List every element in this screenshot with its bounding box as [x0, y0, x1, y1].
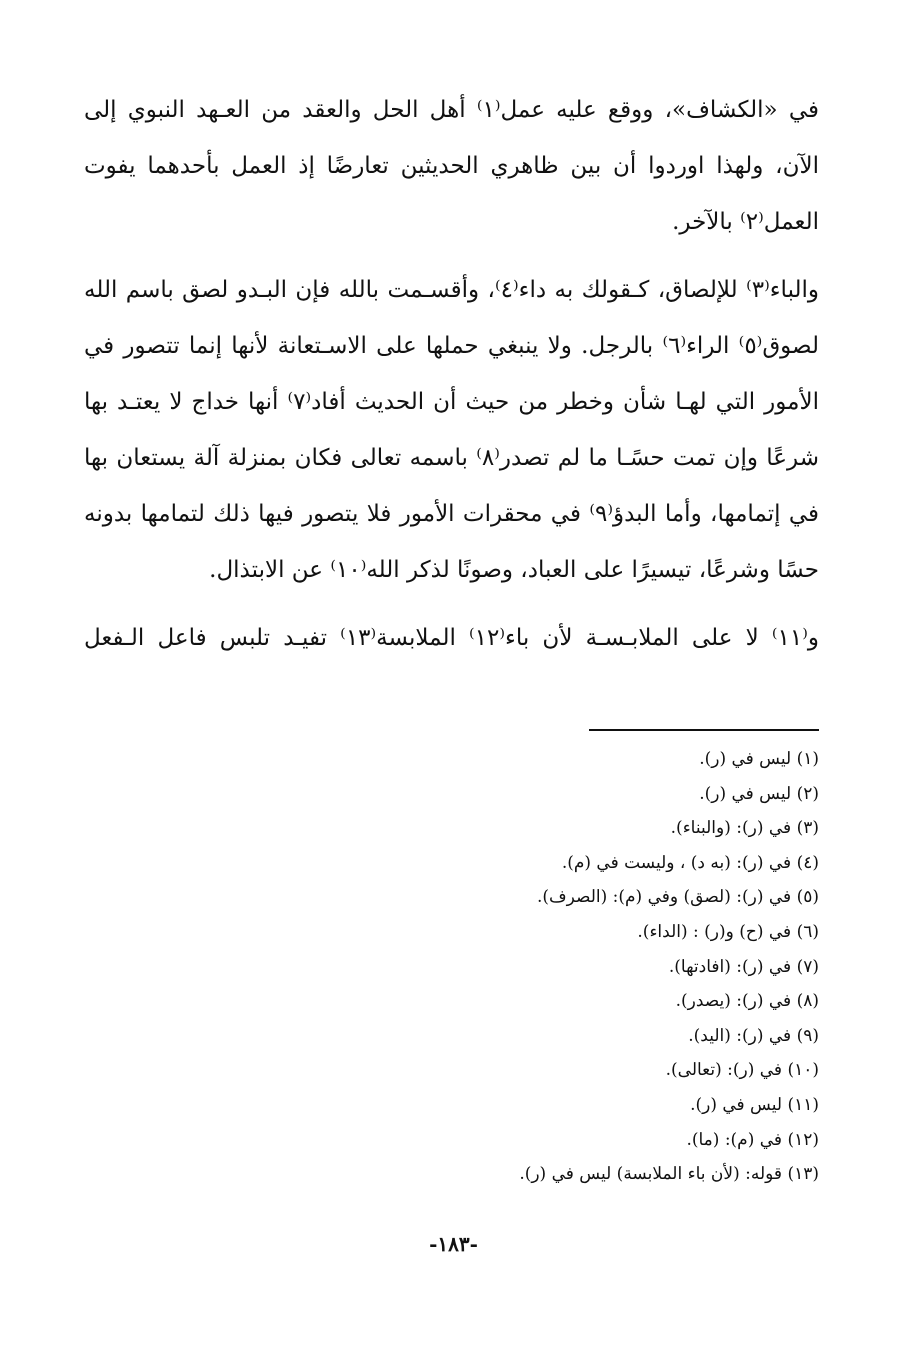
footnote-2: (٢) ليس في (ر). [699, 783, 819, 804]
footnote-13: (١٣) قوله: (لأن باء الملابسة) ليس في (ر). [519, 1164, 819, 1185]
footnote-6: (٦) في (ح) و(ر) : (الداء). [637, 921, 819, 942]
footnote-5: (٥) في (ر): (لصق) وفي (م): (الصرف). [536, 887, 819, 908]
paragraph-1: في «الكشاف»، ووقع عليه عمل⁽١⁾ أهل الحل والعقد من العـهد النبوي إلى الآن، ولهذا اوردوا أن بين ظاهري الحديثين تعارضًا إذ العمل بأحدهما يفوت العمل⁽٢⁾ بالآخر. [84, 97, 819, 235]
paragraph-3: و⁽١١⁾ لا على الملابـسـة لأن باء⁽١٢⁾ الملابسة⁽١٣⁾ تفيـد تلبس فاعل الـفعل [84, 625, 820, 651]
footnotes-list [219, 742, 819, 1192]
footnote-7: (٧) في (ر): (افادتها). [668, 956, 819, 977]
main-text [84, 82, 819, 678]
footnote-10: (١٠) في (ر): (تعالى). [665, 1060, 819, 1081]
page-number: -١٨٣- [429, 1232, 478, 1256]
footnote-12: (١٢) في (م): (ما). [686, 1129, 819, 1150]
paragraph-2: والباء⁽٣⁾ للإلصاق، كـقولك به داء⁽٤⁾، وأقسـمت بالله فإن البـدو لصق باسم الله لصوق⁽٥⁾ الراء⁽٦⁾ بالرجل. ولا ينبغي حملها على الاسـتعانة لأنها إنما تتصور في الأمور التي لهـا شأن وخطر من حيث أن الحديث أفاد⁽٧⁾ أنها خداج لا يعتـد بها شرعًا وإن تمت حسًـا ما لم تصدر⁽٨⁾ باسمه تعالى فكان بمنزلة آلة يستعان بها في إتمامها، وأما البدؤ⁽٩⁾ في محقرات الأمور فلا يتصور فيها ذلك لتمامها بدونه حسًا وشرعًا، تيسيرًا على العباد، وصونًا لذكر الله⁽١٠⁾ عن الابتذال. [84, 277, 820, 583]
footnote-4: (٤) في (ر): (به د) ، وليست في (م). [561, 852, 819, 873]
footnote-separator [589, 729, 819, 731]
footnote-8: (٨) في (ر): (يصدر). [675, 991, 819, 1012]
footnote-11: (١١) ليس في (ر). [690, 1094, 819, 1115]
footnote-3: (٣) في (ر): (والبناء). [670, 818, 819, 839]
footnote-9: (٩) في (ر): (اليد). [688, 1025, 819, 1046]
footnote-1: (١) ليس في (ر). [699, 749, 819, 769]
